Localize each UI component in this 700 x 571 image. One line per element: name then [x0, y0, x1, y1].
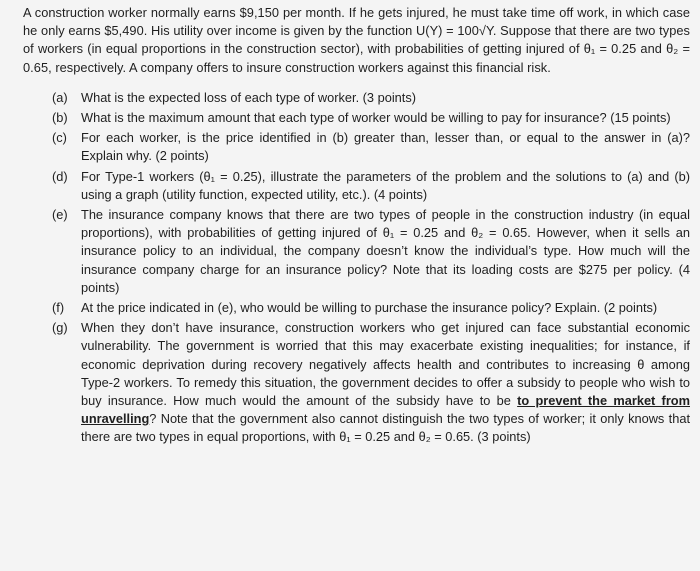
question-text-after: ? Note that the government also cannot distinguish the two types of worker; it only knows that there are two types in equal proportions, with θ₁ = 0.25 and θ₂ = 0.65. (3 points)	[81, 411, 690, 445]
question-list	[23, 89, 690, 447]
question-text: For each worker, is the price identified in (b) greater than, lesser than, or equal to the answer in (a)? Explain why. (2 points)	[81, 130, 690, 164]
question-b	[52, 109, 690, 127]
question-text: What is the maximum amount that each type of worker would be willing to pay for insurance? (15 points)	[81, 110, 671, 126]
question-a	[52, 89, 690, 107]
question-text: At the price indicated in (e), who would be willing to purchase the insurance policy? Explain. (2 points)	[81, 300, 658, 316]
emphasized-phrase: to prevent the market from unravelling	[81, 393, 690, 427]
question-e	[52, 206, 690, 297]
question-text-before: When they don’t have insurance, construction workers who get injured can face substantial economic vulnerability. The government is worried that this may exacerbate existing inequalities; for instance, if economic deprivation during recovery negatively affects health and contributes to increasing θ among Type-2 workers. To remedy this situation, the government decides to offer a subsidy to people who wish to buy insurance. How much would the amount of the subsidy have to be	[81, 320, 690, 409]
question-d	[52, 168, 690, 204]
question-label: (a)	[52, 89, 68, 105]
question-g	[52, 319, 690, 446]
question-text	[81, 320, 690, 444]
question-label: (e)	[52, 207, 68, 223]
question-label: (g)	[52, 320, 68, 336]
question-text: The insurance company knows that there are two types of people in the construction industry (in equal proportions), with probabilities of getting injured of θ₁ = 0.25 and θ₂ = 0.65. However, when it sells an insurance policy to an individual, the company doesn’t know the individual’s type. How much will the insurance company charge for an insurance policy? Note that its loading costs are $275 per policy. (4 points)	[81, 207, 690, 295]
question-text: For Type-1 workers (θ₁ = 0.25), illustrate the parameters of the problem and the solutions to (a) and (b) using a graph (utility function, expected utility, etc.). (4 points)	[81, 168, 690, 202]
question-label: (c)	[52, 130, 67, 146]
question-label: (b)	[52, 110, 68, 126]
problem-intro: A construction worker normally earns $9,150 per month. If he gets injured, he must take time off work, in which case he only earns $5,490. His utility over income is given by the function U(Y) = 100√Y. Suppose that there are two types of workers (in equal proportions in the construction sector), with probabilities of getting injured of θ₁ = 0.25 and θ₂ = 0.65, respectively. A company offers to insure construction workers against this financial risk.	[23, 5, 690, 75]
question-c	[52, 129, 690, 165]
question-label: (f)	[52, 300, 65, 316]
question-f	[52, 299, 690, 317]
question-text: What is the expected loss of each type of worker. (3 points)	[81, 89, 417, 105]
question-label: (d)	[52, 168, 68, 184]
